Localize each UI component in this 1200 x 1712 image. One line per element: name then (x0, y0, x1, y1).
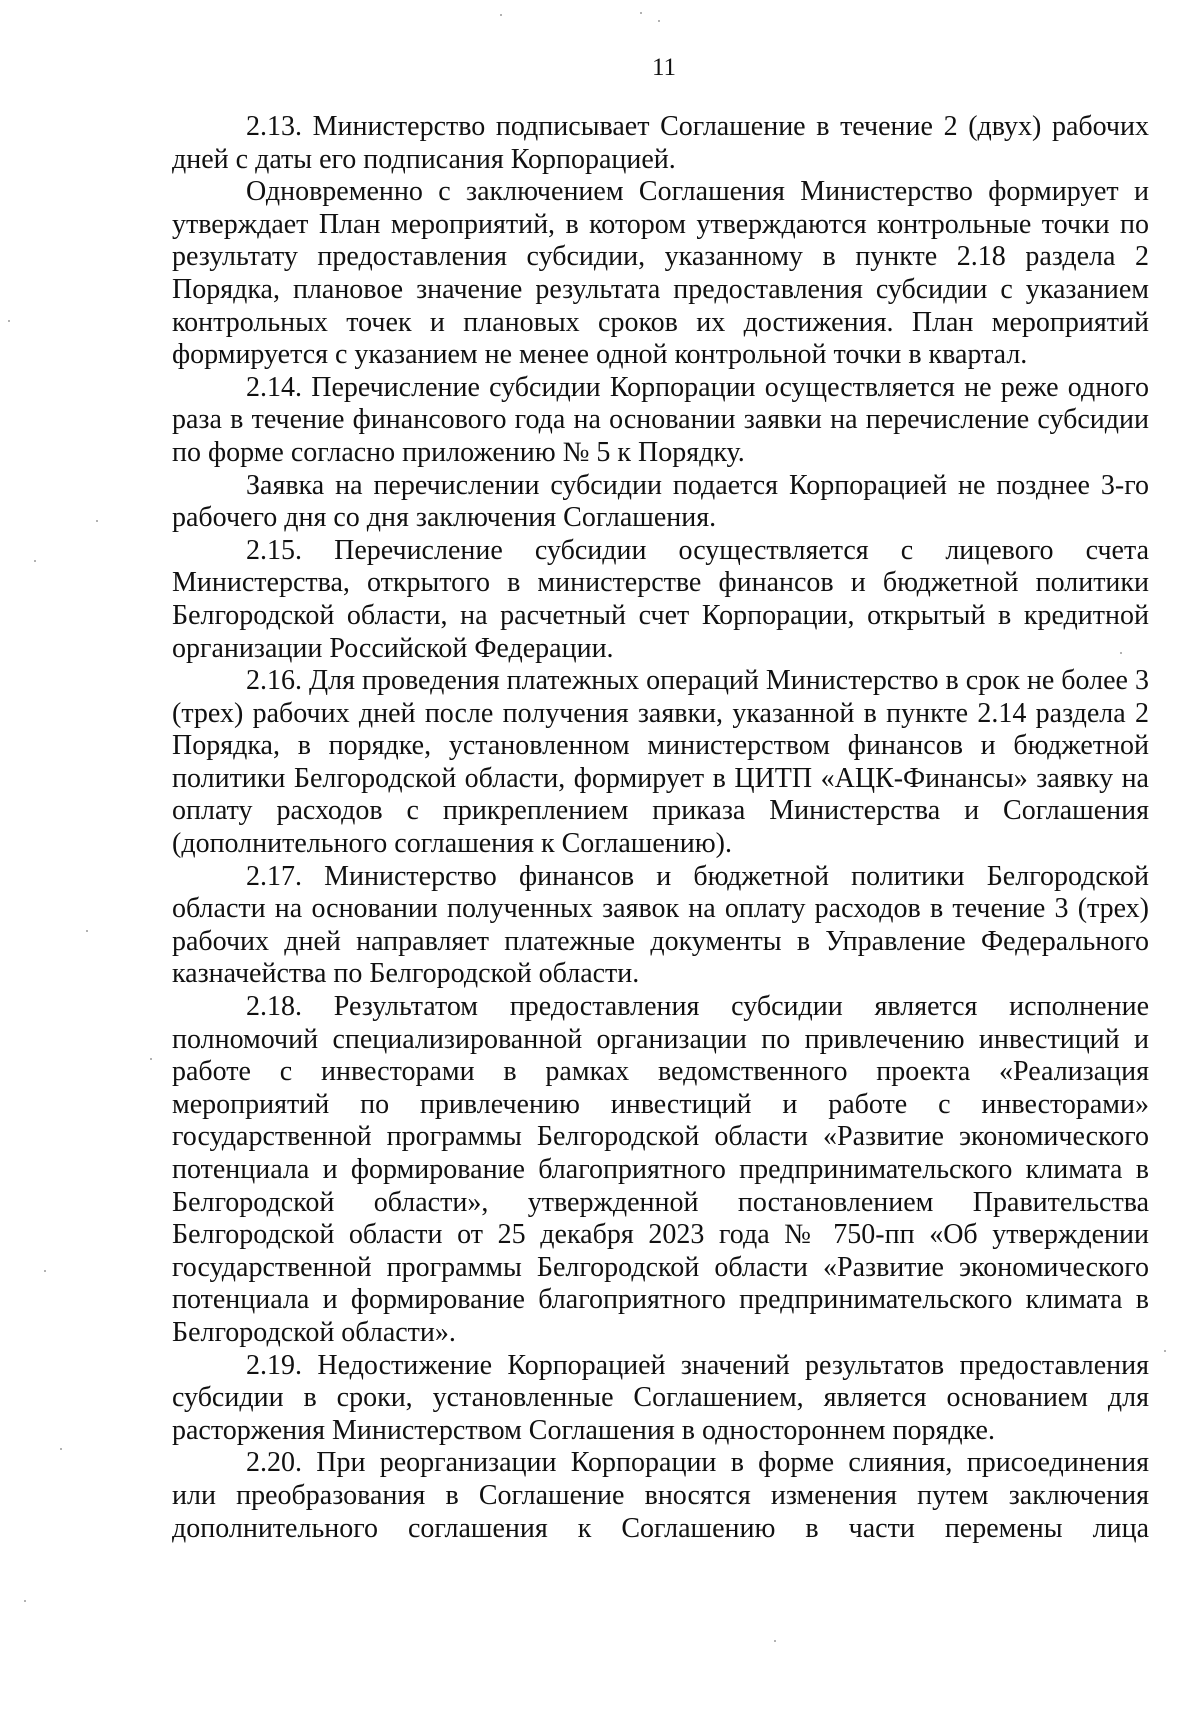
scan-speck (60, 1448, 62, 1450)
paragraph-2-13: 2.13. Министерство подписывает Соглашение в течение 2 (двух) рабочих дней с даты его подписания Корпорацией. (172, 111, 1149, 175)
scan-speck (86, 930, 88, 932)
paragraph-2-16: 2.16. Для проведения платежных операций Министерство в срок не более 3 (трех) рабочих дней после получения заявки, указанной в пункте 2.14 раздела 2 Порядка, в порядке, установленном министерством финансов и бюджетной политики Белгородской области, формирует в ЦИТП «АЦК-Финансы» заявку на оплату расходов с прикреплением приказа Министерства и Соглашения (дополнительного соглашения к Соглашению). (172, 665, 1149, 860)
paragraph-2-20: 2.20. При реорганизации Корпорации в форме слияния, присоединения или преобразования в Соглашение вносятся изменения путем заключения дополнительного соглашения к Соглашению в части перемены лица (172, 1447, 1149, 1544)
scan-speck (1120, 652, 1122, 654)
page-number: 11 (651, 54, 677, 81)
scan-speck (34, 560, 36, 562)
paragraph-2-15: 2.15. Перечисление субсидии осуществляется с лицевого счета Министерства, открытого в министерстве финансов и бюджетной политики Белгородской области, на расчетный счет Корпорации, открытый в кредитной организации Российской Федерации. (172, 534, 1149, 664)
scan-speck (1164, 1350, 1166, 1352)
paragraph-2-14: 2.14. Перечисление субсидии Корпорации осуществляется не реже одного раза в течение финансового года на основании заявки на перечисление субсидии по форме согласно приложению № 5 к Порядку. (172, 371, 1149, 468)
scan-speck (96, 520, 98, 522)
paragraph-2-18: 2.18. Результатом предоставления субсидии является исполнение полномочий специализированной организации по привлечению инвестиций и работе с инвесторами в рамках ведомственного проекта «Реализация мероприятий по привлечению инвестиций и работе с инвесторами» государственной программы Белгородской области «Развитие экономического потенциала и формирование благоприятного предпринимательского климата в Белгородской области», утвержденной постановлением Правительства Белгородской области от 25 декабря 2023 года № 750-пп «Об утверждении государственной программы Белгородской области «Развитие экономического потенциала и формирование благоприятного предпринимательского климата в Белгородской области». (172, 991, 1149, 1348)
scan-speck (150, 1058, 152, 1060)
scan-speck (500, 14, 502, 16)
scan-speck (640, 12, 642, 14)
document-body (172, 111, 1149, 1545)
paragraph-application-deadline: Заявка на перечислении субсидии подается Корпорацией не позднее 3-го рабочего дня со дня заключения Соглашения. (172, 469, 1149, 534)
scan-speck (8, 320, 10, 322)
paragraph-action-plan: Одновременно с заключением Соглашения Министерство формирует и утверждает План мероприятий, в котором утверждаются контрольные точки по результату предоставления субсидии, указанному в пункте 2.18 раздела 2 Порядка, плановое значение результата предоставления субсидии с указанием контрольных точек и плановых сроков их достижения. План мероприятий формируется с указанием не менее одной контрольной точки в квартал. (172, 176, 1149, 371)
scan-speck (44, 1270, 46, 1272)
paragraph-2-19: 2.19. Недостижение Корпорацией значений результатов предоставления субсидии в сроки, установленные Соглашением, является основанием для расторжения Министерством Соглашения в одностороннем порядке. (172, 1349, 1149, 1446)
scan-speck (658, 20, 660, 22)
paragraph-2-17: 2.17. Министерство финансов и бюджетной политики Белгородской области на основании полученных заявок на оплату расходов в течение 3 (трех) рабочих дней направляет платежные документы в Управление Федерального казначейства по Белгородской области. (172, 860, 1149, 990)
scan-speck (774, 1640, 776, 1642)
scan-speck (24, 1600, 26, 1602)
